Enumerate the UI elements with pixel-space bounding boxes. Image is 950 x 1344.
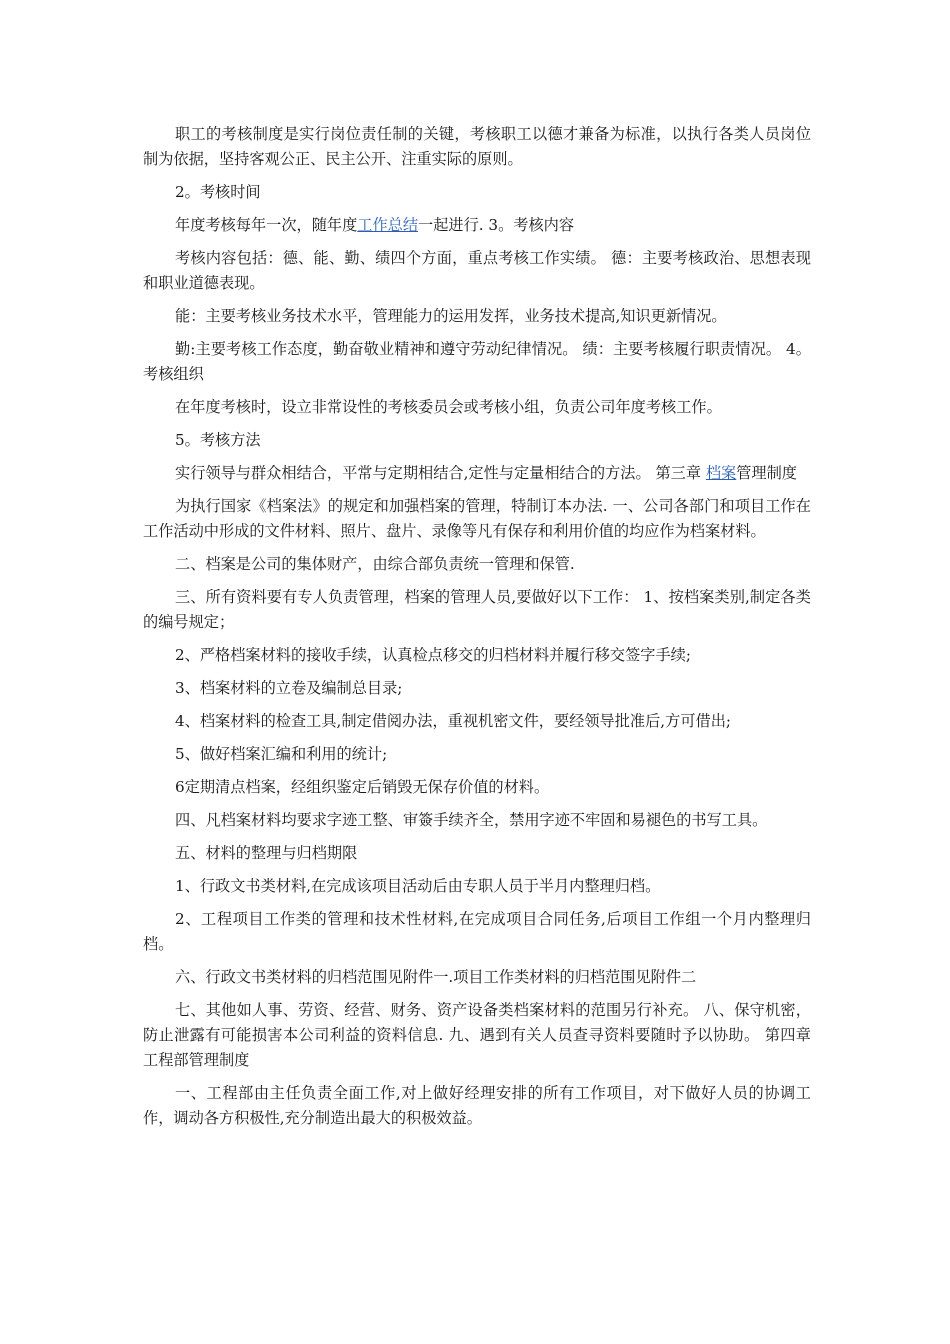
paragraph-text: 5。考核方法	[175, 431, 261, 449]
paragraph	[143, 494, 811, 544]
paragraph-text: 6定期清点档案，经组织鉴定后销毁无保存价值的材料。	[175, 778, 550, 796]
paragraph	[143, 841, 811, 866]
paragraph	[143, 676, 811, 701]
paragraph	[143, 907, 811, 957]
paragraph	[143, 395, 811, 420]
paragraph-text: 年度考核每年一次，随年度	[175, 216, 358, 234]
paragraph-text: 管理制度	[736, 464, 797, 482]
paragraph	[143, 337, 811, 387]
paragraph-text: 为执行国家《档案法》的规定和加强档案的管理，特制订本办法. 一、公司各部门和项目工作在工作活动中形成的文件材料、照片、盘片、录像等凡有保存和利用价值的均应作为档案材料。	[143, 497, 811, 540]
paragraph-text: 勤:主要考核工作态度，勤奋敬业精神和遵守劳动纪律情况。 绩：主要考核履行职责情况。 4。考核组织	[143, 340, 811, 383]
paragraph	[143, 552, 811, 577]
paragraph-text: 四、凡档案材料均要求字迹工整、审簽手续齐全，禁用字迹不牢固和易褪色的书写工具。	[175, 811, 768, 829]
paragraph	[143, 709, 811, 734]
paragraph-text: 5、做好档案汇编和利用的统计;	[175, 745, 388, 763]
paragraph	[143, 965, 811, 990]
paragraph	[143, 246, 811, 296]
paragraph-text: 能：主要考核业务技术水平，管理能力的运用发挥，业务技术提高,知识更新情况。	[175, 307, 727, 325]
paragraph-text: 在年度考核时，设立非常设性的考核委员会或考核小组，负责公司年度考核工作。	[175, 398, 722, 416]
paragraph	[143, 585, 811, 635]
inline-link[interactable]: 档案	[705, 464, 737, 482]
paragraph	[143, 775, 811, 800]
paragraph	[143, 874, 811, 899]
paragraph	[143, 808, 811, 833]
paragraph-text: 五、材料的整理与归档期限	[175, 844, 358, 862]
paragraph	[143, 461, 811, 486]
paragraph-text: 七、其他如人事、劳资、经营、财务、资产设备类档案材料的范围另行补充。 八、保守机密，防止泄露有可能损害本公司利益的资料信息. 九、遇到有关人员查寻资料要随时予以协助。 第四章 工程部管理制度	[143, 1001, 811, 1069]
paragraph-text: 2、严格档案材料的接收手续，认真检点移交的归档材料并履行移交签字手续;	[175, 646, 691, 664]
paragraph-text: 2、工程项目工作类的管理和技术性材料,在完成项目合同任务,后项目工作组一个月内整理归档。	[143, 910, 811, 953]
paragraph-text: 二、档案是公司的集体财产，由综合部负责统一管理和保管.	[175, 555, 575, 573]
paragraph	[143, 643, 811, 668]
paragraph	[143, 1081, 811, 1131]
paragraph-text: 4、档案材料的检查工具,制定借阅办法，重视机密文件，要经领导批准后,方可借出;	[175, 712, 731, 730]
paragraph	[143, 180, 811, 205]
paragraph-text: 2。考核时间	[175, 183, 261, 201]
paragraph	[143, 742, 811, 767]
paragraph-text: 实行领导与群众相结合，平常与定期相结合,定性与定量相结合的方法。 第三章	[175, 464, 706, 482]
paragraph	[143, 213, 811, 238]
paragraph-text: 1、行政文书类材料,在完成该项目活动后由专职人员于半月内整理归档。	[175, 877, 661, 895]
inline-link[interactable]: 工作总结	[357, 216, 418, 234]
paragraph-text: 职工的考核制度是实行岗位责任制的关键，考核职工以德才兼备为标准，以执行各类人员岗位制为依据，坚持客观公正、民主公开、注重实际的原则。	[143, 125, 811, 168]
paragraph-text: 一起进行. 3。考核内容	[418, 216, 575, 234]
paragraph-text: 三、所有资料要有专人负责管理，档案的管理人员,要做好以下工作： 1、按档案类别,制定各类的编号规定；	[143, 588, 811, 631]
paragraph	[143, 122, 811, 172]
paragraph-text: 一、工程部由主任负责全面工作,对上做好经理安排的所有工作项目，对下做好人员的协调工作，调动各方积极性,充分制造出最大的积极效益。	[143, 1084, 811, 1127]
paragraph-text: 六、行政文书类材料的归档范围见附件一.项目工作类材料的归档范围见附件二	[175, 968, 697, 986]
paragraph	[143, 428, 811, 453]
document-body	[143, 122, 811, 1139]
paragraph-text: 考核内容包括：德、能、勤、绩四个方面，重点考核工作实绩。 德：主要考核政治、思想表现和职业道德表现。	[143, 249, 811, 292]
paragraph	[143, 998, 811, 1073]
paragraph	[143, 304, 811, 329]
paragraph-text: 3、档案材料的立卷及编制总目录;	[175, 679, 403, 697]
